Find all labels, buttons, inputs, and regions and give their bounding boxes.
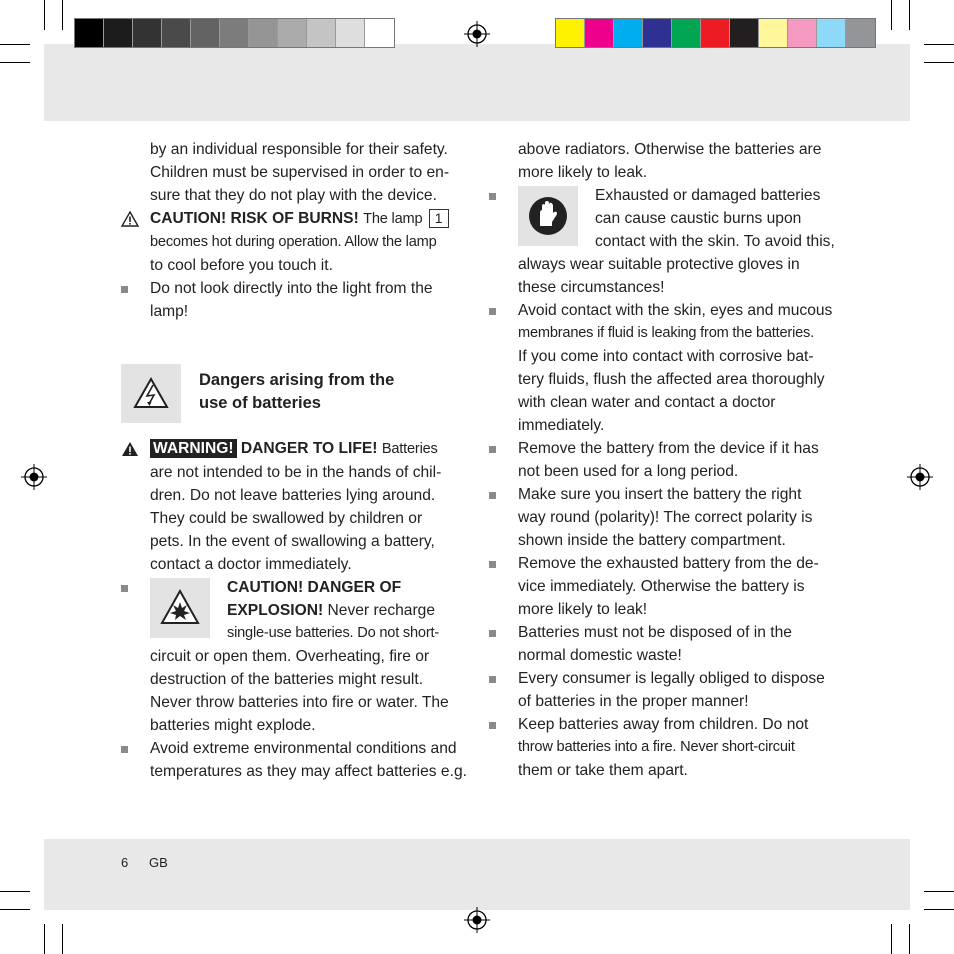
left-column-top xyxy=(121,138,471,323)
bullet-icon xyxy=(489,446,496,453)
color-swatch xyxy=(817,19,846,47)
disposal-item: Batteries must not be disposed of in the normal domestic waste! xyxy=(489,621,839,667)
gray-swatch xyxy=(162,19,191,47)
bullet-icon xyxy=(489,561,496,568)
page-number: 6 xyxy=(121,855,129,870)
extreme-conditions-item: Avoid extreme environmental conditions and temperatures as they may affect batteries e.g. xyxy=(121,737,471,783)
lamp-reference-number: 1 xyxy=(429,209,449,228)
gray-swatch xyxy=(133,19,162,47)
burns-caution: CAUTION! RISK OF BURNS! The lamp 1 becomes hot during operation. Allow the lamp to cool before you touch it. xyxy=(121,207,471,277)
bullet-icon xyxy=(489,630,496,637)
gray-swatch xyxy=(104,19,133,47)
skin-contact-item: Avoid contact with the skin, eyes and mucous membranes if fluid is leaking from the batteries. If you come into contact with corrosive bat- tery fluids, flush the affected area thoroughly with clean water and contact a doctor immediately. xyxy=(489,299,839,437)
keep-away-children-item: Keep batteries away from children. Do not throw batteries into a fire. Never short-circuit them or take them apart. xyxy=(489,713,839,782)
radiators-paragraph: above radiators. Otherwise the batteries are more likely to leak. xyxy=(518,141,822,181)
danger-to-life-warning: WARNING! DANGER TO LIFE! Batteries are not intended to be in the hands of chil- dren. Do not leave batteries lying around. They could be swallowed by children or pets. In the event of swallowing a battery, contact a doctor immediately. xyxy=(121,437,471,576)
intro-paragraph: by an individual responsible for their safety. Children must be supervised in order to en- sure that they do not play with the device. xyxy=(150,141,450,204)
color-calibration-bar xyxy=(555,18,876,48)
color-swatch xyxy=(846,19,875,47)
protective-gloves-icon xyxy=(518,186,578,246)
section-title: Dangers arising from the use of batteries xyxy=(199,371,395,412)
language-code: GB xyxy=(149,855,168,870)
bullet-icon xyxy=(489,193,496,200)
registration-mark-icon xyxy=(464,21,490,47)
grayscale-calibration-bar xyxy=(74,18,395,48)
bullet-icon xyxy=(489,722,496,729)
explosion-hazard-icon xyxy=(150,578,210,638)
header-band xyxy=(44,44,910,121)
color-swatch xyxy=(672,19,701,47)
bullet-icon xyxy=(121,286,128,293)
gray-swatch xyxy=(191,19,220,47)
light-warning-item: Do not look directly into the light from the lamp! xyxy=(121,277,471,323)
color-swatch xyxy=(643,19,672,47)
explosion-caution-item: CAUTION! DANGER OF EXPLOSION! Never recharge single-use batteries. Do not short- circuit or open them. Overheating, fire or destruction of the batteries might result. Never throw batteries into fire or water. The batteries might explode. xyxy=(121,576,471,737)
warning-triangle-icon xyxy=(121,441,139,457)
warning-label: WARNING! xyxy=(150,439,237,458)
gray-swatch xyxy=(278,19,307,47)
registration-mark-icon xyxy=(21,464,47,490)
gloves-item: Exhausted or damaged batteries can cause caustic burns upon contact with the skin. To avoid this, always wear suitable protective gloves in these circumstances! xyxy=(489,184,839,299)
remove-exhausted-battery-item: Remove the exhausted battery from the de- vice immediately. Otherwise the battery is more likely to leak! xyxy=(489,552,839,621)
gray-swatch xyxy=(75,19,104,47)
color-swatch xyxy=(701,19,730,47)
color-swatch xyxy=(585,19,614,47)
color-swatch xyxy=(730,19,759,47)
battery-dangers-section-heading xyxy=(121,364,471,424)
color-swatch xyxy=(788,19,817,47)
polarity-item: Make sure you insert the battery the right way round (polarity)! The correct polarity is shown inside the battery compartment. xyxy=(489,483,839,552)
gray-swatch xyxy=(249,19,278,47)
electric-hazard-icon xyxy=(121,364,181,423)
left-column-bottom xyxy=(121,437,471,783)
color-swatch xyxy=(556,19,585,47)
gray-swatch xyxy=(336,19,365,47)
registration-mark-icon xyxy=(907,464,933,490)
color-swatch xyxy=(614,19,643,47)
registration-mark-icon xyxy=(464,907,490,933)
bullet-icon xyxy=(121,746,128,753)
burns-heading: CAUTION! RISK OF BURNS! xyxy=(150,210,359,227)
gray-swatch xyxy=(365,19,394,47)
legal-disposal-item: Every consumer is legally obliged to dispose of batteries in the proper manner! xyxy=(489,667,839,713)
bullet-icon xyxy=(489,492,496,499)
color-swatch xyxy=(759,19,788,47)
bullet-icon xyxy=(489,676,496,683)
footer-band xyxy=(44,839,910,910)
caution-triangle-icon xyxy=(121,211,139,227)
right-column xyxy=(489,138,839,782)
gray-swatch xyxy=(307,19,336,47)
bullet-icon xyxy=(121,585,128,592)
gray-swatch xyxy=(220,19,249,47)
bullet-icon xyxy=(489,308,496,315)
remove-unused-battery-item: Remove the battery from the device if it has not been used for a long period. xyxy=(489,437,839,483)
